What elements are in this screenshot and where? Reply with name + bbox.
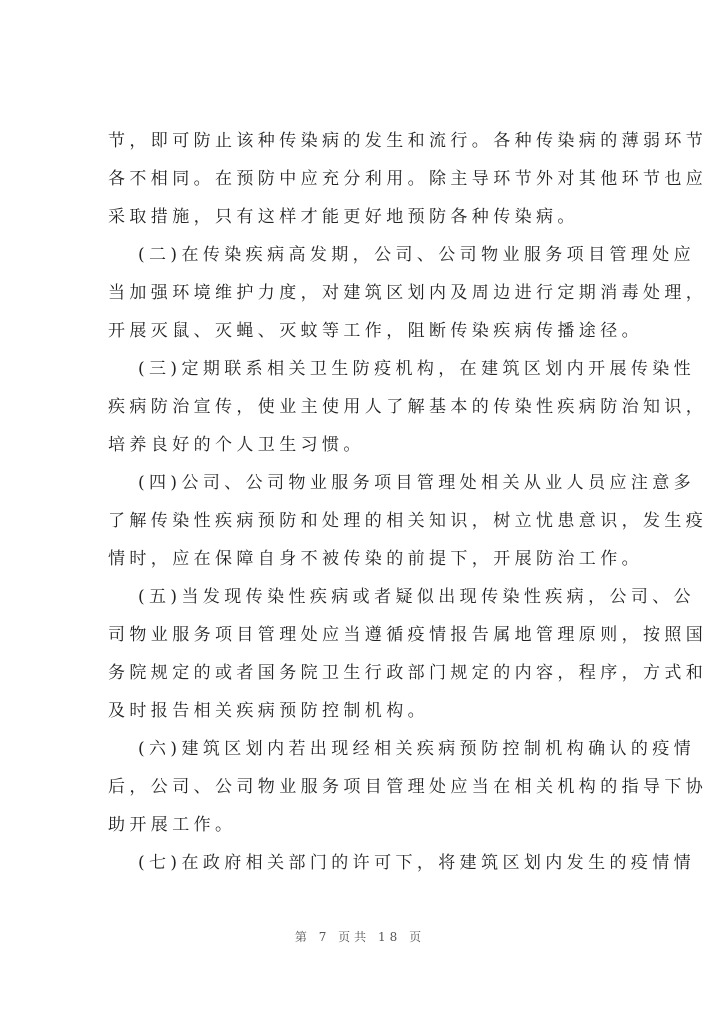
text-line: 开展灭鼠、灭蝇、灭蚊等工作，阻断传染疾病传播途径。 bbox=[108, 321, 643, 341]
text-line: 培养良好的个人卫生习惯。 bbox=[108, 435, 365, 455]
page-number: 第 7 页共 18 页 bbox=[294, 930, 426, 944]
text-line: 了解传染性疾病预防和处理的相关知识，树立忧患意识，发生疫 bbox=[108, 511, 708, 531]
text-line: 各不相同。在预防中应充分利用。除主导环节外对其他环节也应 bbox=[108, 169, 708, 189]
text-line: 务院规定的或者国务院卫生行政部门规定的内容，程序，方式和 bbox=[108, 663, 708, 683]
paragraph-start-line: (七)在政府相关部门的许可下，将建筑区划内发生的疫情情 bbox=[138, 853, 696, 873]
text-line: 疾病防治宣传，使业主使用人了解基本的传染性疾病防治知识， bbox=[108, 397, 708, 417]
paragraph-start-line: (六)建筑区划内若出现经相关疾病预防控制机构确认的疫情 bbox=[138, 739, 696, 759]
text-line: 助开展工作。 bbox=[108, 815, 237, 835]
text-line: 节，即可防止该种传染病的发生和流行。各种传染病的薄弱环节 bbox=[108, 131, 708, 151]
text-line: 后，公司、公司物业服务项目管理处应当在相关机构的指导下协 bbox=[108, 777, 708, 797]
paragraph-start-line: (五)当发现传染性疾病或者疑似出现传染性疾病，公司、公 bbox=[138, 587, 696, 607]
paragraph-start-line: (三)定期联系相关卫生防疫机构，在建筑区划内开展传染性 bbox=[138, 359, 696, 379]
text-line: 司物业服务项目管理处应当遵循疫情报告属地管理原则，按照国 bbox=[108, 625, 708, 645]
paragraph-start-line: (四)公司、公司物业服务项目管理处相关从业人员应注意多 bbox=[138, 473, 696, 493]
paragraph-start-line: (二)在传染疾病高发期，公司、公司物业服务项目管理处应 bbox=[138, 245, 696, 265]
text-line: 采取措施，只有这样才能更好地预防各种传染病。 bbox=[108, 207, 579, 227]
text-line: 及时报告相关疾病预防控制机构。 bbox=[108, 701, 429, 721]
body-text bbox=[108, 126, 708, 886]
text-line: 情时，应在保障自身不被传染的前提下，开展防治工作。 bbox=[108, 549, 643, 569]
text-line: 当加强环境维护力度，对建筑区划内及周边进行定期消毒处理， bbox=[108, 283, 708, 303]
